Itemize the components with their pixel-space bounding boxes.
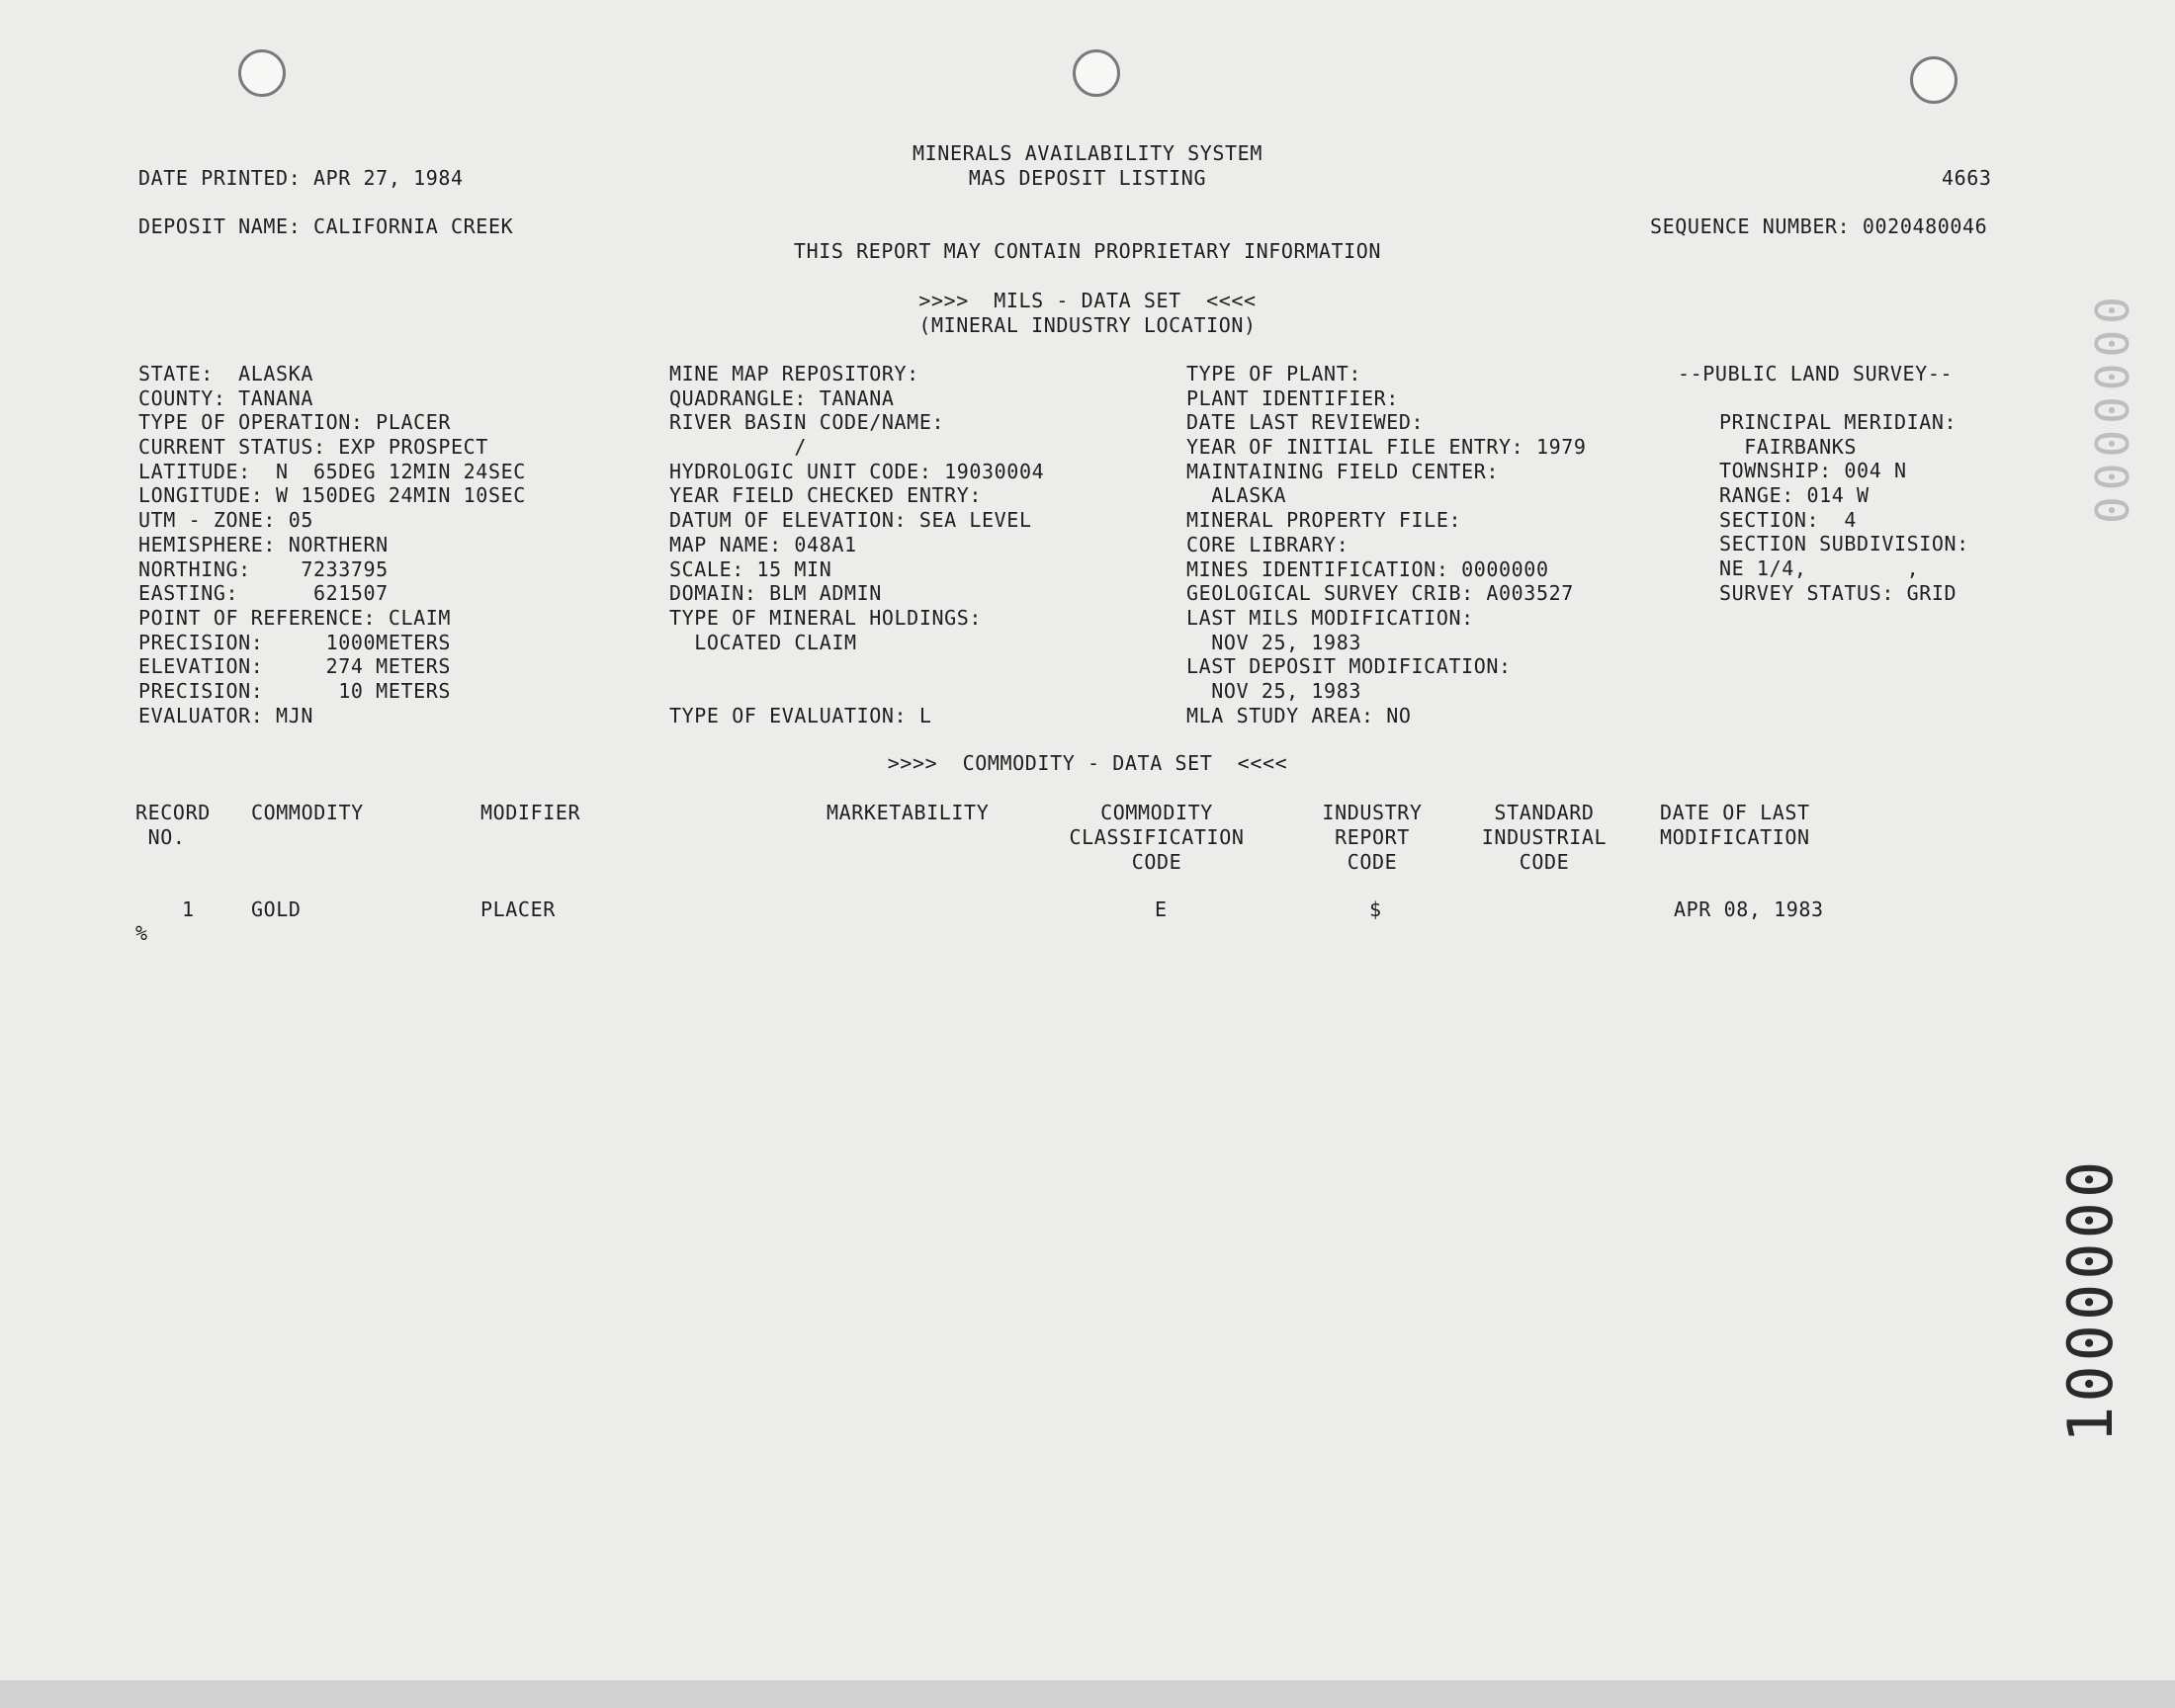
field-line: RANGE: 014 W xyxy=(1719,483,1870,508)
mils-title: >>>> MILS - DATA SET <<<< xyxy=(918,289,1257,312)
header-marketability: MARKETABILITY xyxy=(826,801,990,824)
field-line: TYPE OF MINERAL HOLDINGS: xyxy=(669,605,983,630)
field-line: NOV 25, 1983 xyxy=(1186,630,1361,654)
field-line: NORTHING: 7233795 xyxy=(138,556,389,581)
field-line: LONGITUDE: W 150DEG 24MIN 10SEC xyxy=(138,483,526,508)
row-industry-report-code: $ xyxy=(1369,897,1382,921)
row-classification-code: E xyxy=(1155,897,1168,921)
field-line: PLANT IDENTIFIER: xyxy=(1186,385,1399,410)
row-record-no: 1 xyxy=(182,897,195,921)
field-line xyxy=(669,679,1044,704)
field-line: STATE: ALASKA xyxy=(138,362,313,385)
binder-hole-center xyxy=(1073,49,1120,97)
field-line: QUADRANGLE: TANANA xyxy=(669,385,895,410)
field-line: NOV 25, 1983 xyxy=(1186,678,1361,703)
row-commodity: GOLD xyxy=(251,897,302,921)
field-line: RIVER BASIN CODE/NAME: xyxy=(669,410,945,435)
field-line: LATITUDE: N 65DEG 12MIN 24SEC xyxy=(138,459,526,483)
header-standard-industrial-code: STANDARD INDUSTRIAL CODE xyxy=(1481,801,1608,874)
field-line: COUNTY: TANANA xyxy=(138,385,313,410)
vertical-stamp-number: 1000000 xyxy=(2054,1156,2127,1443)
field-line: FAIRBANKS xyxy=(1719,434,1858,459)
public-land-survey-header: --PUBLIC LAND SURVEY-- xyxy=(1678,362,1954,385)
field-line: PRECISION: 1000METERS xyxy=(138,630,452,654)
proprietary-notice: THIS REPORT MAY CONTAIN PROPRIETARY INFORMATION xyxy=(793,239,1382,263)
field-line: EASTING: 621507 xyxy=(138,581,389,606)
deposit-name: DEPOSIT NAME: CALIFORNIA CREEK xyxy=(138,214,514,238)
field-line: MINES IDENTIFICATION: 0000000 xyxy=(1186,556,1549,581)
header-commodity-classification-code: COMMODITY CLASSIFICATION CODE xyxy=(1069,801,1245,874)
field-line: MINE MAP REPOSITORY: xyxy=(669,362,919,385)
field-line: LAST MILS MODIFICATION: xyxy=(1186,605,1474,630)
commodity-title: >>>> COMMODITY - DATA SET <<<< xyxy=(887,751,1288,775)
date-printed: DATE PRINTED: APR 27, 1984 xyxy=(138,166,464,190)
system-title: MINERALS AVAILABILITY SYSTEM xyxy=(913,141,1262,165)
field-line: YEAR FIELD CHECKED ENTRY: xyxy=(669,483,983,508)
mils-column-location xyxy=(138,362,526,727)
field-line: UTM - ZONE: 05 xyxy=(138,508,313,533)
field-line: DATE LAST REVIEWED: xyxy=(1186,410,1425,435)
mils-column-land-survey xyxy=(1719,410,1969,606)
field-line: MAP NAME: 048A1 xyxy=(669,532,857,556)
field-line: / xyxy=(669,435,808,460)
field-line: MAINTAINING FIELD CENTER: xyxy=(1186,459,1500,483)
field-line: SCALE: 15 MIN xyxy=(669,556,832,581)
faint-vertical-stamp-number: 0000000 xyxy=(2086,291,2139,524)
field-line: TOWNSHIP: 004 N xyxy=(1719,459,1907,483)
field-line: HEMISPHERE: NORTHERN xyxy=(138,532,389,556)
field-line: ELEVATION: 274 METERS xyxy=(138,654,452,679)
field-line: GEOLOGICAL SURVEY CRIB: A003527 xyxy=(1186,581,1574,606)
field-line: TYPE OF EVALUATION: L xyxy=(669,703,932,727)
listing-title: MAS DEPOSIT LISTING xyxy=(968,166,1207,190)
header-industry-report-code: INDUSTRY REPORT CODE xyxy=(1322,801,1423,874)
header-modifier: MODIFIER xyxy=(480,801,581,824)
end-of-record-mark: % xyxy=(135,921,148,945)
header-date-of-last-modification: DATE OF LAST MODIFICATION xyxy=(1660,801,1810,849)
field-line: LAST DEPOSIT MODIFICATION: xyxy=(1186,654,1512,679)
header-commodity: COMMODITY xyxy=(251,801,364,824)
field-line: CURRENT STATUS: EXP PROSPECT xyxy=(138,435,488,460)
field-line: EVALUATOR: MJN xyxy=(138,703,313,727)
field-line: TYPE OF OPERATION: PLACER xyxy=(138,410,452,435)
field-line: HYDROLOGIC UNIT CODE: 19030004 xyxy=(669,459,1045,483)
field-line: PRINCIPAL MERIDIAN: xyxy=(1719,410,1958,434)
field-line: CORE LIBRARY: xyxy=(1186,532,1349,556)
field-line xyxy=(669,654,1044,679)
mils-column-plant xyxy=(1186,362,1587,727)
field-line: SURVEY STATUS: GRID xyxy=(1719,580,1958,605)
row-modifier: PLACER xyxy=(480,897,556,921)
field-line: MINERAL PROPERTY FILE: xyxy=(1186,508,1462,533)
field-line: DOMAIN: BLM ADMIN xyxy=(669,581,882,606)
binder-hole-left xyxy=(238,49,286,97)
field-line: SECTION SUBDIVISION: xyxy=(1719,532,1969,556)
field-line: ALASKA xyxy=(1186,483,1287,508)
binder-hole-right xyxy=(1910,56,1958,104)
sequence-number: SEQUENCE NUMBER: 0020480046 xyxy=(1650,214,1988,238)
field-line: TYPE OF PLANT: xyxy=(1186,362,1361,385)
scan-bottom-edge xyxy=(0,1680,2175,1708)
field-line: POINT OF REFERENCE: CLAIM xyxy=(138,605,452,630)
page-number: 4663 xyxy=(1942,166,1992,190)
header-record-no: RECORD NO. xyxy=(135,801,211,849)
field-line: LOCATED CLAIM xyxy=(669,630,857,654)
field-line: MLA STUDY AREA: NO xyxy=(1186,703,1412,727)
mils-subtitle: (MINERAL INDUSTRY LOCATION) xyxy=(918,313,1257,337)
field-line: SECTION: 4 xyxy=(1719,507,1858,532)
field-line: YEAR OF INITIAL FILE ENTRY: 1979 xyxy=(1186,435,1587,460)
field-line: PRECISION: 10 METERS xyxy=(138,678,452,703)
field-line: DATUM OF ELEVATION: SEA LEVEL xyxy=(669,508,1032,533)
field-line: NE 1/4, , xyxy=(1719,556,1920,581)
mils-column-reference xyxy=(669,362,1044,727)
row-date-of-last-modification: APR 08, 1983 xyxy=(1674,897,1824,921)
